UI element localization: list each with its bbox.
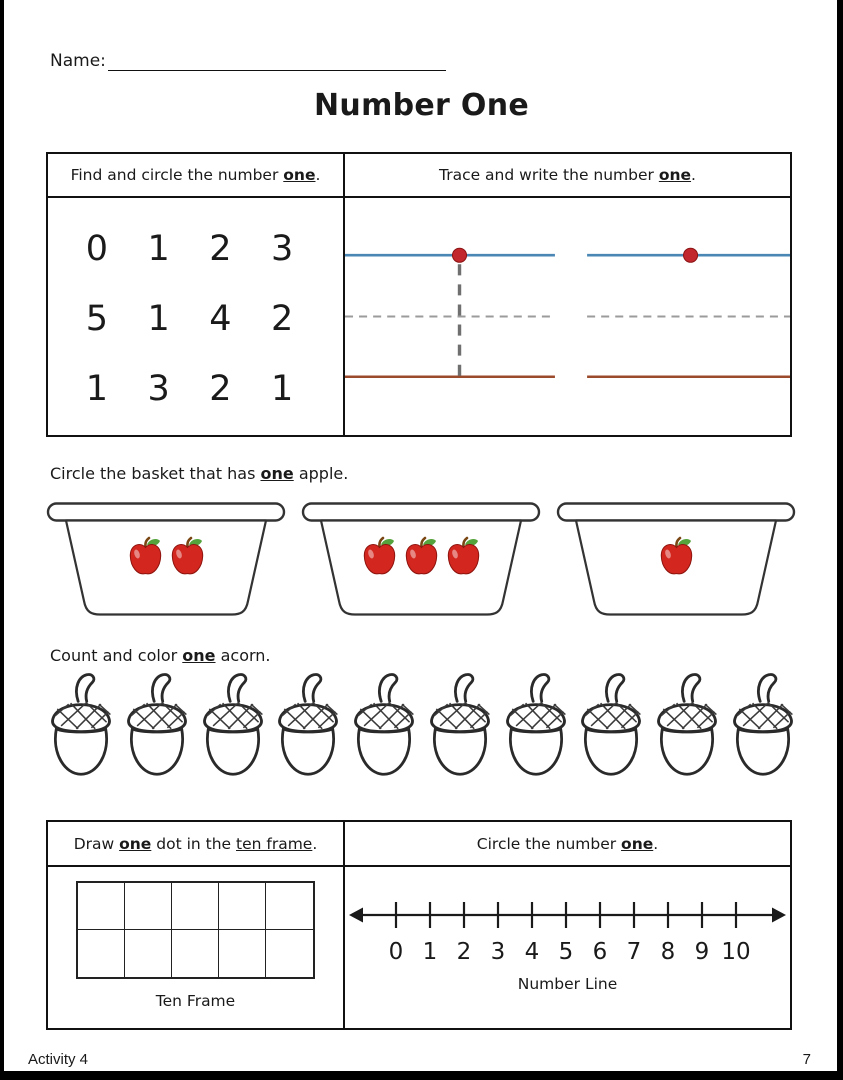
trace-start-dot (684, 248, 698, 262)
bottom-body-row (48, 867, 790, 1028)
grid-number[interactable]: 1 (147, 228, 170, 269)
basket[interactable] (300, 501, 542, 624)
number-line-right-arrow (772, 908, 786, 923)
grid-number[interactable]: 2 (270, 298, 294, 339)
find-circle-header: Find and circle the number one. (48, 154, 345, 196)
grid-number[interactable]: 3 (270, 228, 294, 269)
number-line-left-arrow (349, 908, 363, 923)
grid-number[interactable]: 4 (209, 298, 232, 339)
numberline-number[interactable]: 2 (456, 939, 472, 965)
acorn-body (55, 729, 106, 774)
acorn-stem (607, 675, 624, 702)
trace-write-header: Trace and write the number one. (439, 166, 696, 184)
number-line-cell-container (345, 867, 790, 1028)
acorn-stem (531, 675, 548, 702)
acorn-body (131, 729, 182, 774)
number-line-label: Number Line (517, 975, 618, 993)
acorn-icon[interactable] (500, 671, 572, 779)
page-edge-right (837, 0, 843, 1080)
ten-frame-cell[interactable] (266, 883, 313, 930)
acorn-body (358, 729, 409, 774)
acorn-icon[interactable] (272, 671, 344, 779)
acorn-icon[interactable] (575, 671, 647, 779)
number-grid (48, 198, 345, 435)
page-edge-bottom (0, 1071, 843, 1080)
grid-number[interactable]: 2 (209, 228, 232, 269)
page-title: Number One (314, 88, 529, 123)
acorn-stem (758, 675, 775, 702)
acorn-body (283, 729, 334, 774)
trace-start-dot (452, 248, 466, 262)
name-row (50, 51, 446, 71)
grid-number[interactable]: 3 (147, 369, 170, 410)
acorn-icon[interactable] (348, 671, 420, 779)
basket[interactable] (45, 501, 287, 624)
ten-frame-cell[interactable] (219, 883, 266, 930)
acorn-icon[interactable] (197, 671, 269, 779)
baskets-row (45, 501, 797, 624)
find-trace-header-row (48, 154, 790, 198)
apple-icon (445, 536, 482, 578)
name-input-line[interactable] (108, 54, 446, 71)
numberline-number[interactable]: 7 (626, 939, 642, 965)
draw-dot-header: Draw one dot in the ten frame. (48, 822, 345, 865)
footer-page-number: 7 (802, 1051, 811, 1068)
acorns-instruction: Count and color one acorn. (50, 646, 271, 665)
ten-frame (76, 881, 315, 979)
acorn-body (737, 729, 788, 774)
apple-icon (169, 536, 206, 578)
acorn-body (662, 729, 713, 774)
acorn-stem (379, 675, 396, 702)
acorn-stem (228, 675, 245, 702)
acorn-stem (455, 675, 472, 702)
apple-group (300, 536, 542, 578)
numberline-number[interactable]: 5 (558, 939, 574, 965)
ten-frame-cell[interactable] (125, 883, 172, 930)
apple-body (130, 544, 160, 573)
grid-number[interactable]: 0 (85, 228, 109, 269)
ten-frame-cell[interactable] (125, 930, 172, 977)
apple-icon (658, 536, 695, 578)
grid-number[interactable]: 1 (147, 298, 170, 339)
apple-icon (127, 536, 164, 578)
acorn-body (207, 729, 258, 774)
acorn-icon[interactable] (121, 671, 193, 779)
grid-number[interactable]: 2 (209, 369, 232, 410)
apple-group (45, 536, 287, 578)
numberline-number[interactable]: 0 (388, 939, 404, 965)
name-label: Name: (50, 51, 106, 71)
acorn-stem (152, 675, 169, 702)
numberline-number[interactable]: 1 (422, 939, 438, 965)
ten-frame-cell[interactable] (172, 883, 219, 930)
apple-group (555, 536, 797, 578)
ten-frame-cell[interactable] (219, 930, 266, 977)
ten-frame-cell[interactable] (78, 930, 125, 977)
trace-area[interactable] (345, 198, 790, 435)
apple-body (172, 544, 202, 573)
ten-frame-cell[interactable] (266, 930, 313, 977)
number-line (346, 895, 789, 967)
apple-icon (403, 536, 440, 578)
grid-number[interactable]: 1 (270, 369, 294, 410)
find-trace-table (46, 152, 792, 437)
numberline-number[interactable]: 3 (490, 939, 506, 965)
numberline-number[interactable]: 4 (524, 939, 540, 965)
numberline-number[interactable]: 10 (721, 939, 751, 965)
basket[interactable] (555, 501, 797, 624)
acorn-icon[interactable] (424, 671, 496, 779)
apple-body (448, 544, 478, 573)
apple-body (661, 544, 691, 573)
numberline-number[interactable]: 9 (694, 939, 710, 965)
grid-number[interactable]: 5 (85, 298, 109, 339)
acorn-stem (683, 675, 700, 702)
numberline-number[interactable]: 8 (660, 939, 676, 965)
footer-activity: Activity 4 (28, 1051, 89, 1068)
numberline-number[interactable]: 6 (592, 939, 608, 965)
acorn-body (510, 729, 561, 774)
ten-frame-cell[interactable] (78, 883, 125, 930)
apple-body (406, 544, 436, 573)
ten-frame-cell-container (48, 867, 345, 1028)
acorn-body (586, 729, 637, 774)
ten-frame-label: Ten Frame (155, 992, 236, 1010)
find-trace-body-row (48, 198, 790, 435)
baskets-instruction: Circle the basket that has one apple. (50, 464, 349, 483)
acorn-row (45, 671, 799, 779)
acorn-icon[interactable] (727, 671, 799, 779)
trace-guidelines (345, 198, 790, 435)
acorn-stem (76, 675, 93, 702)
circle-number-header: Circle the number one. (476, 834, 659, 853)
page-edge-left (0, 0, 4, 1080)
acorn-icon[interactable] (45, 671, 117, 779)
apple-body (364, 544, 394, 573)
acorn-body (434, 729, 485, 774)
acorn-icon[interactable] (651, 671, 723, 779)
tenframe-numberline-table (46, 820, 792, 1030)
acorn-stem (304, 675, 321, 702)
bottom-header-row (48, 822, 790, 867)
ten-frame-cell[interactable] (172, 930, 219, 977)
grid-number[interactable]: 1 (85, 369, 109, 410)
apple-icon (361, 536, 398, 578)
